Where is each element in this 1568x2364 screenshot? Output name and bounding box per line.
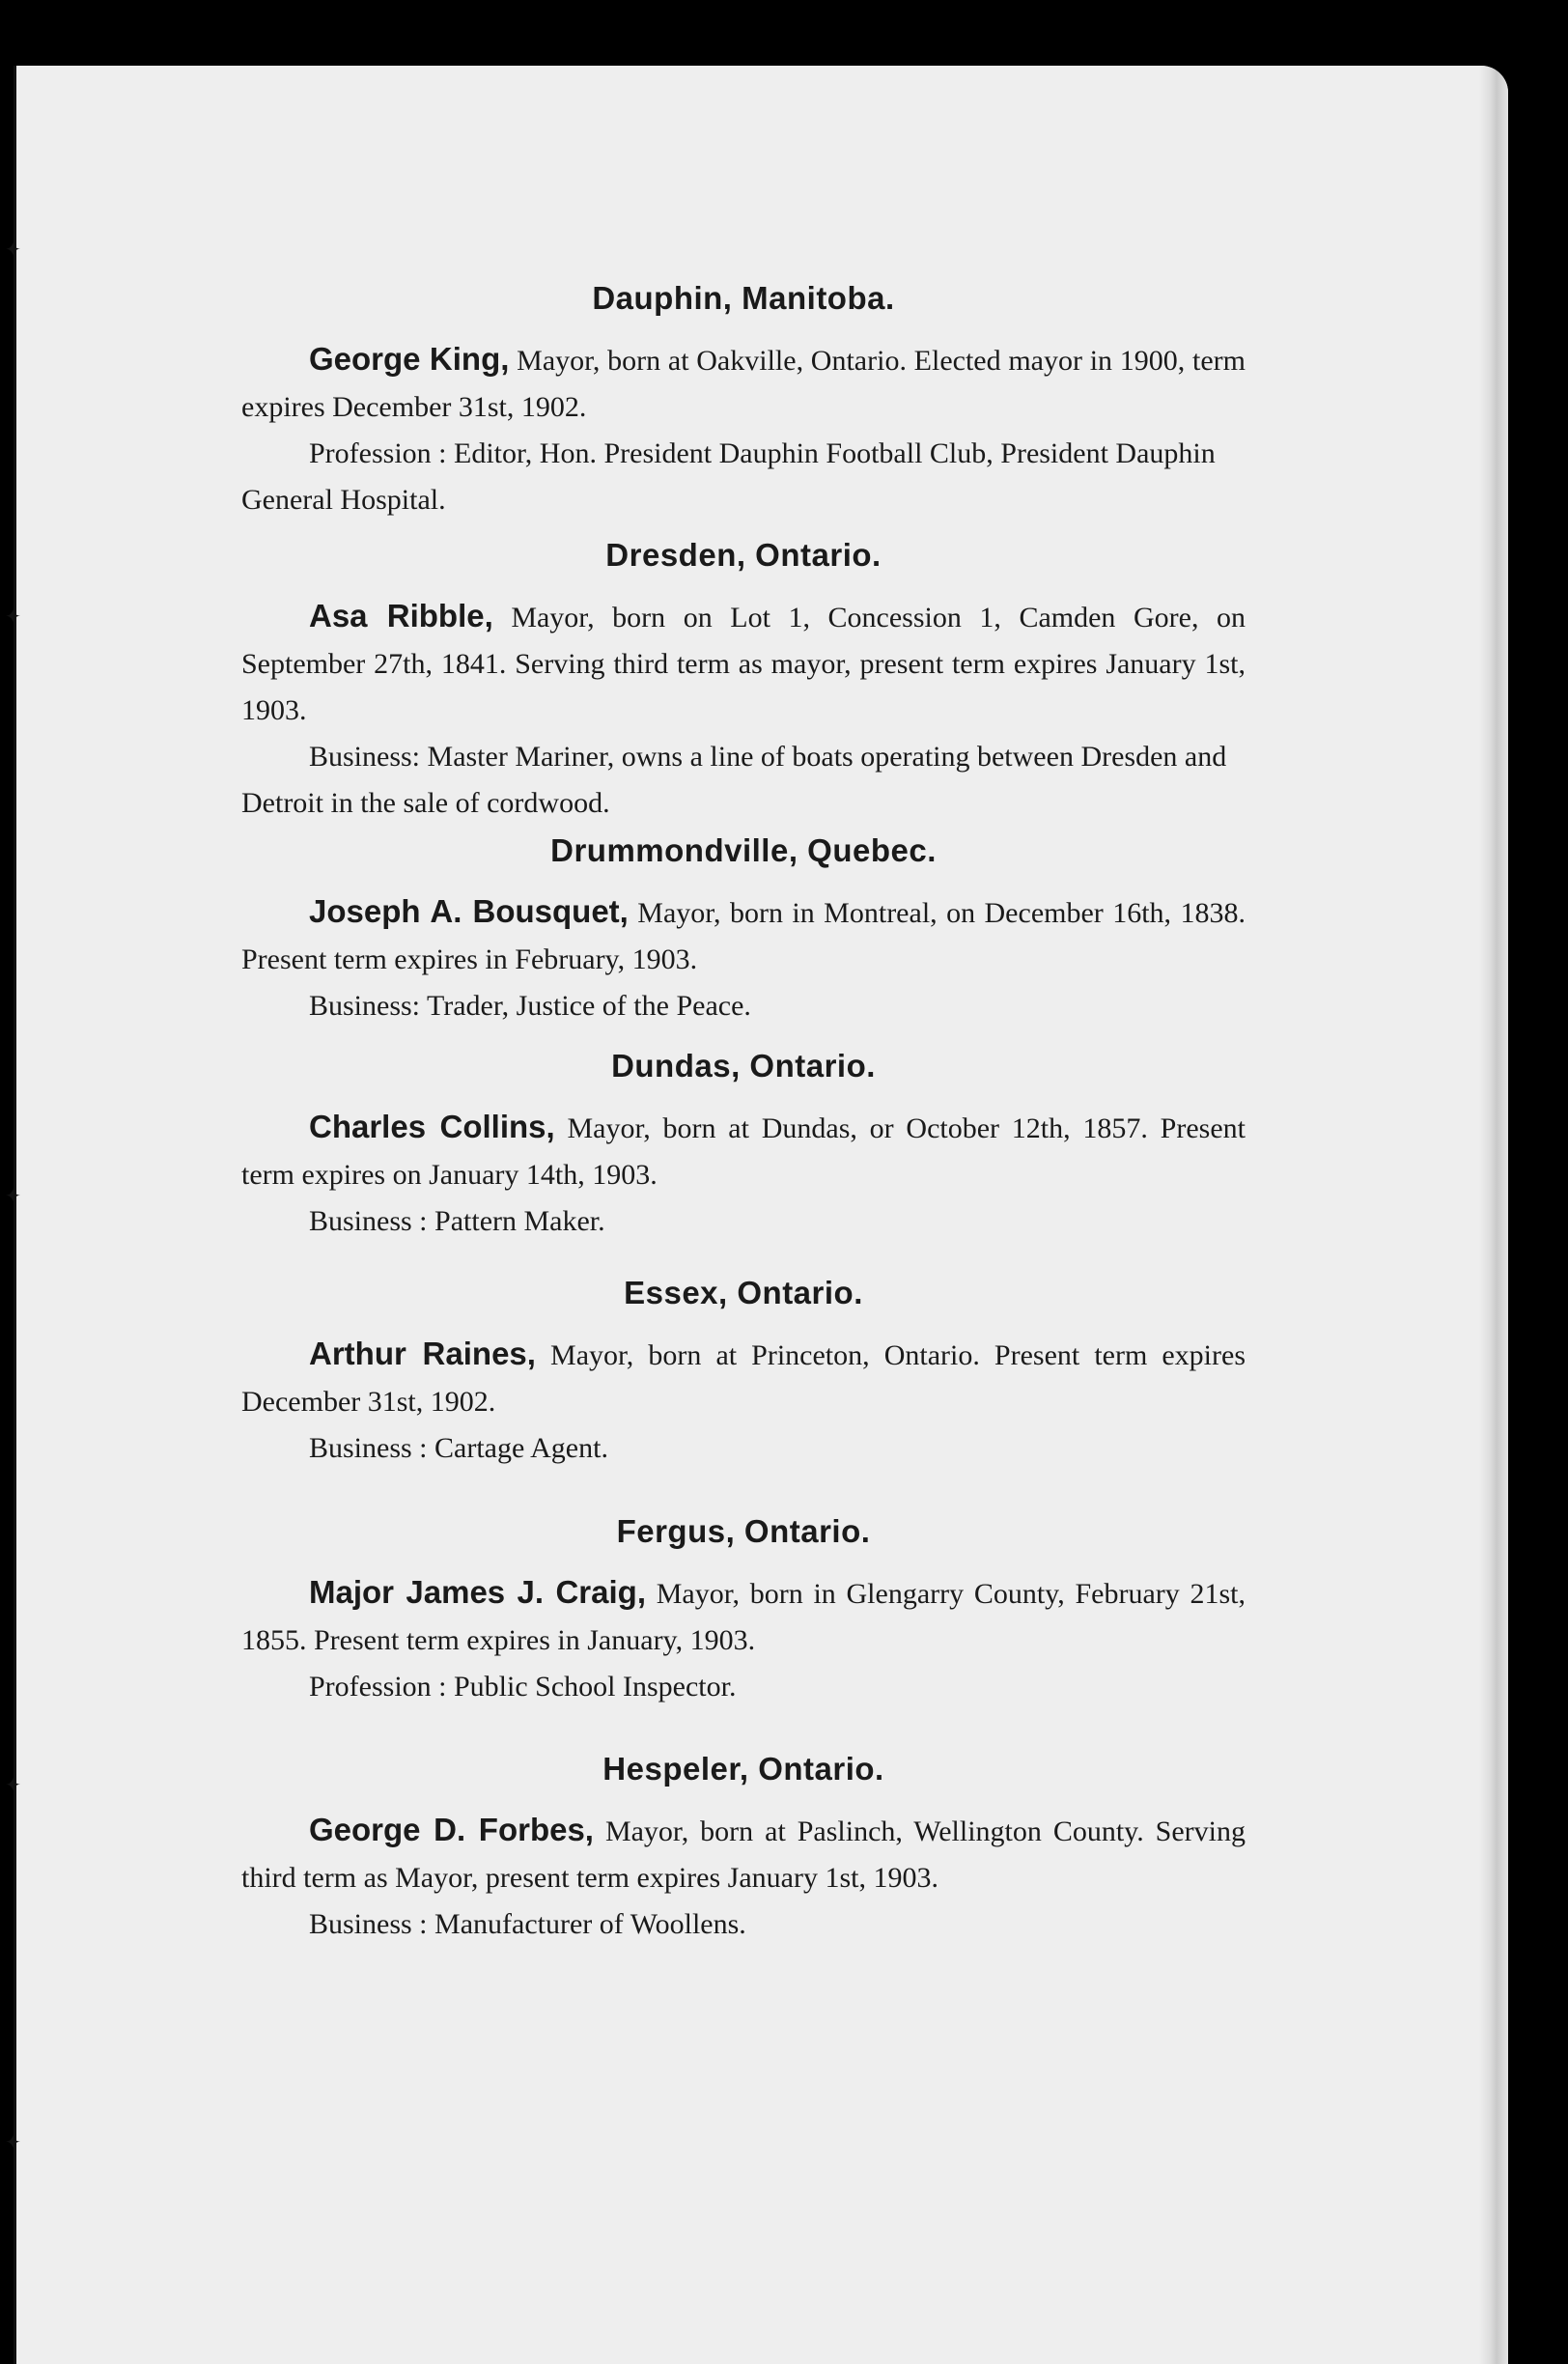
place-heading: Fergus, Ontario. <box>616 1513 871 1549</box>
place-heading: Drummondville, Quebec. <box>550 832 937 868</box>
entry-detail: Business: Master Mariner, owns a line of boats operating between Dresden and Detroit in the sale of cordwood. <box>241 741 1227 819</box>
binding-stitch-icon: ✦ <box>5 605 21 628</box>
place-heading: Dresden, Ontario. <box>605 537 882 573</box>
entry-dundas <box>241 1048 1246 1245</box>
entry-text <box>241 1104 1246 1198</box>
binding-stitch-icon: ✦ <box>5 1773 21 1796</box>
entry-detail: Business : Cartage Agent. <box>309 1432 608 1464</box>
mayor-name: Charles Collins, <box>309 1109 555 1144</box>
entry-drummondville <box>241 832 1246 1029</box>
page-edge <box>1479 66 1508 2364</box>
binding-stitch-icon: ✦ <box>5 2130 21 2153</box>
mayor-description: Mayor, born in Glengarry County, February 21st, 1855. Present term expires in January, 1903. <box>241 1578 1246 1656</box>
mayor-name: George D. Forbes, <box>309 1812 594 1847</box>
entry-dauphin <box>241 280 1246 523</box>
entry-essex <box>241 1275 1246 1472</box>
place-heading: Essex, Ontario. <box>624 1275 863 1310</box>
entry-dresden <box>241 537 1246 827</box>
entry-text <box>241 1331 1246 1425</box>
entry-detail: Business : Manufacturer of Woollens. <box>309 1908 746 1940</box>
entry-detail: Business : Pattern Maker. <box>309 1205 605 1237</box>
mayor-description: Mayor, born at Dundas, or October 12th, 1857. Present term expires on January 14th, 1903. <box>241 1112 1246 1191</box>
mayor-name: Joseph A. Bousquet, <box>309 893 629 929</box>
mayor-name: Arthur Raines, <box>309 1336 536 1371</box>
entry-text <box>241 336 1246 431</box>
entry-hespeler <box>241 1751 1246 1948</box>
mayor-description: Mayor, born at Oakville, Ontario. Elected mayor in 1900, term expires December 31st, 1902. <box>241 345 1246 423</box>
place-heading: Dauphin, Manitoba. <box>592 280 895 316</box>
mayor-description: Mayor, born at Paslinch, Wellington County. Serving third term as Mayor, present term expires January 1st, 1903. <box>241 1815 1246 1894</box>
mayor-name: George King, <box>309 341 510 377</box>
binding-stitch-icon: ✦ <box>5 1184 21 1207</box>
entry-detail: Business: Trader, Justice of the Peace. <box>309 990 751 1022</box>
entry-detail: Profession : Public School Inspector. <box>309 1671 737 1703</box>
mayor-description: Mayor, born at Princeton, Ontario. Present term expires December 31st, 1902. <box>241 1339 1246 1418</box>
place-heading: Hespeler, Ontario. <box>602 1751 884 1787</box>
binding-stitch-icon: ✦ <box>5 238 21 261</box>
entry-text <box>241 1569 1246 1664</box>
entry-text <box>241 1807 1246 1901</box>
binding-thread <box>5 66 21 2364</box>
place-heading: Dundas, Ontario. <box>611 1048 876 1084</box>
mayor-name: Asa Ribble, <box>309 598 493 633</box>
mayor-description: Mayor, born on Lot 1, Concession 1, Camden Gore, on September 27th, 1841. Serving third term as mayor, present term expires January 1st, 1903. <box>241 602 1246 726</box>
mayor-description: Mayor, born in Montreal, on December 16th, 1838. Present term expires in February, 1903. <box>241 897 1246 975</box>
entry-text <box>241 593 1246 734</box>
entry-fergus <box>241 1513 1246 1710</box>
mayor-name: Major James J. Craig, <box>309 1574 646 1610</box>
entry-detail: Profession : Editor, Hon. President Dauphin Football Club, President Dauphin General Hospital. <box>241 437 1216 516</box>
entry-text <box>241 888 1246 983</box>
